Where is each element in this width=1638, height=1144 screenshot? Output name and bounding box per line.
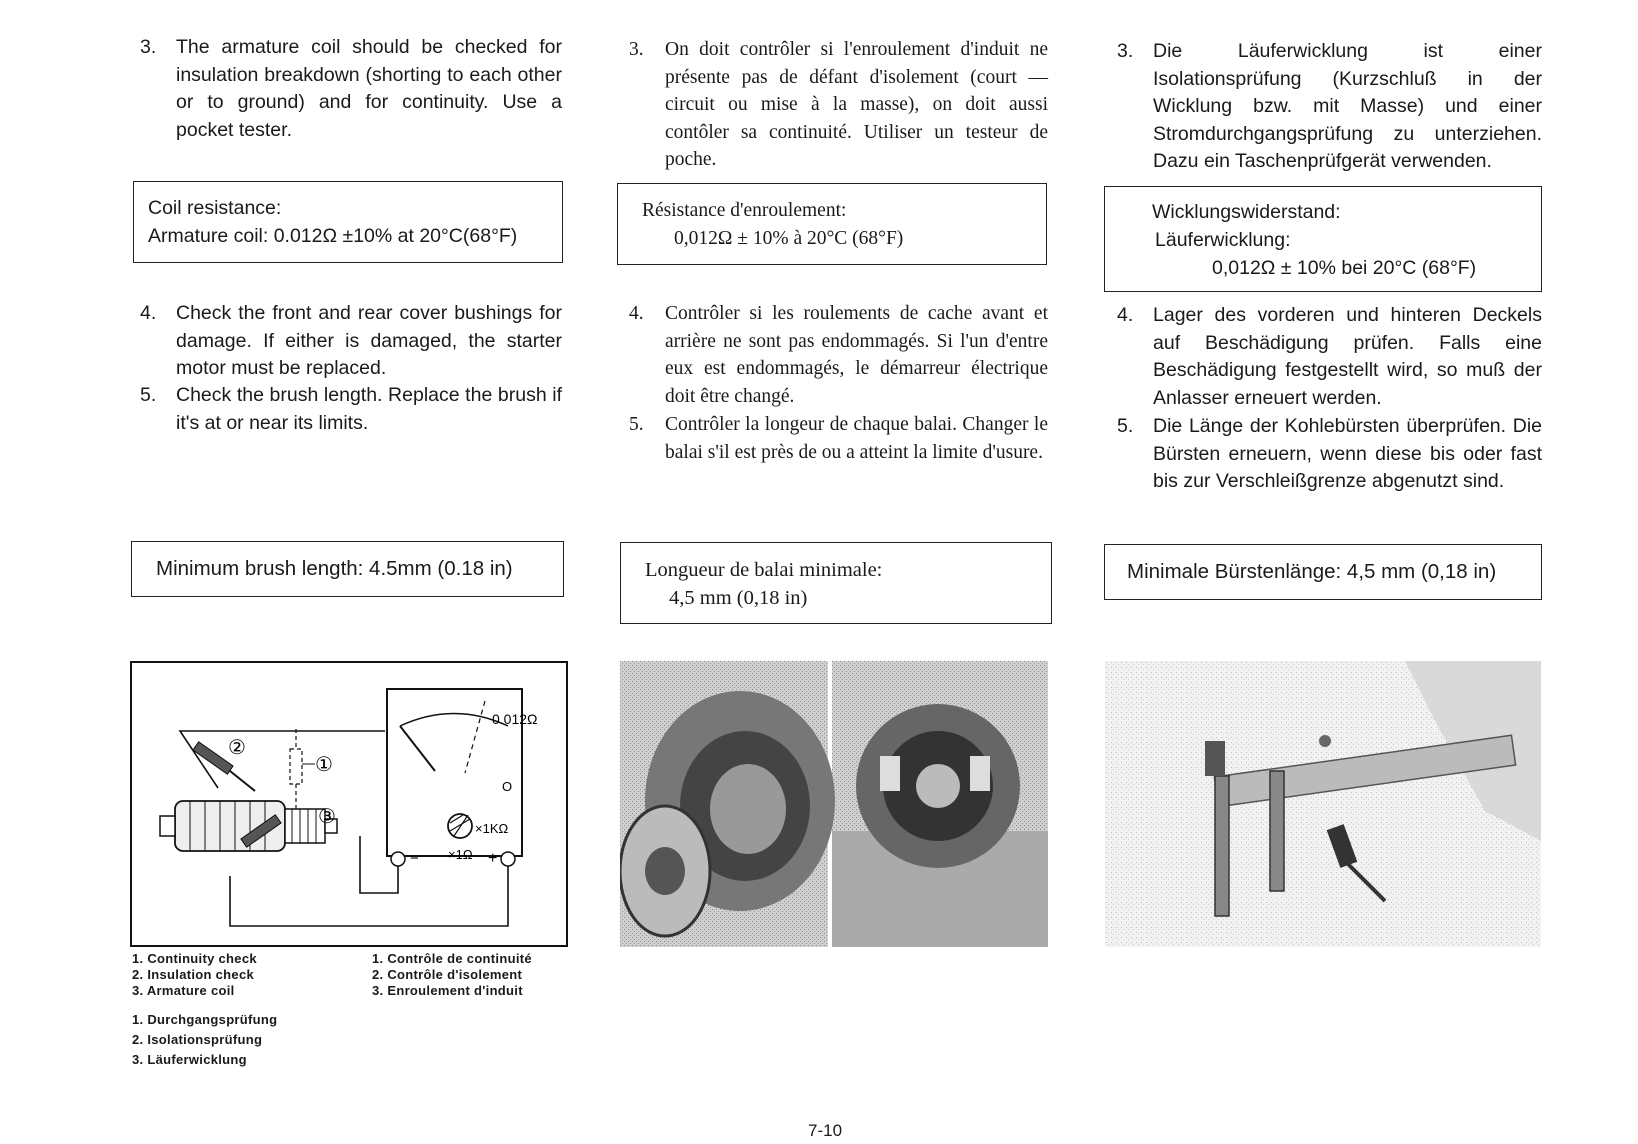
fr-item-5-text: Contrôler la longeur de chaque balai. Changer le balai s'il est près de ou a atteint la limite d'usure. xyxy=(665,414,1048,463)
legend-en-3: 3. Armature coil xyxy=(132,983,235,998)
fr-item-5 xyxy=(629,411,1049,495)
legend-en xyxy=(132,951,257,999)
en-coil-resistance-box xyxy=(133,181,563,263)
legend-fr-2: 2. Contrôle d'isolement xyxy=(372,967,523,982)
legend-fr xyxy=(372,951,532,999)
legend-en-1: 1. Continuity check xyxy=(132,951,257,966)
brush-measurement-photo xyxy=(1105,661,1541,947)
de-brush-length-box xyxy=(1104,544,1542,600)
range-high-label: ×1KΩ xyxy=(475,821,509,836)
plus-terminal-icon xyxy=(501,852,515,866)
legend-de xyxy=(132,1010,277,1070)
de-item-5 xyxy=(1117,413,1542,525)
en-brush-length-value: Minimum brush length: 4.5mm (0.18 in) xyxy=(156,557,513,580)
de-item-3 xyxy=(1117,38,1542,178)
en-item-3-number: 3. xyxy=(140,36,157,58)
fr-brush-length-box xyxy=(620,542,1052,624)
plus-label: + xyxy=(488,850,498,867)
en-item-4-number: 4. xyxy=(140,302,157,324)
fr-coil-resistance-label: Résistance d'enroulement: xyxy=(642,200,847,221)
cover-bushings-photo xyxy=(620,661,1048,947)
en-item-4 xyxy=(140,300,562,384)
fr-item-3-number: 3. xyxy=(629,39,644,60)
page-number: 7-10 xyxy=(808,1121,843,1140)
meter-reading: 0.012Ω xyxy=(492,711,538,727)
en-coil-resistance-value: Armature coil: 0.012Ω ±10% at 20°C(68°F) xyxy=(148,225,518,247)
meter-zero: O xyxy=(502,779,513,794)
callout-3: ③ xyxy=(318,804,336,828)
de-item-3-text: Die Läuferwicklung ist einer Isolationsprüfung (Kurzschluß in der Wicklung bzw. mit Masse) und einer Stromdurchgangsprüfung zu unterziehen. Dazu ein Taschenprüfgerät verwenden. xyxy=(1153,40,1542,172)
fr-coil-resistance-value: 0,012Ω ± 10% à 20°C (68°F) xyxy=(674,228,904,249)
en-item-5 xyxy=(140,382,562,438)
en-item-3 xyxy=(140,34,562,146)
fr-item-4-number: 4. xyxy=(629,303,644,324)
de-item-4 xyxy=(1117,302,1542,414)
de-brush-length-value: Minimale Bürstenlänge: 4,5 mm (0,18 in) xyxy=(1127,560,1497,583)
minus-terminal-icon xyxy=(391,852,405,866)
fr-item-3 xyxy=(629,36,1049,176)
legend-fr-1: 1. Contrôle de continuité xyxy=(372,951,532,966)
fr-brush-length-value: 4,5 mm (0,18 in) xyxy=(669,587,808,609)
en-item-3-text: The armature coil should be checked for insulation breakdown (shorting to each other or to ground) and for continuity. Use a pocket tester. xyxy=(176,36,562,141)
de-item-3-number: 3. xyxy=(1117,40,1134,62)
fr-coil-resistance-box xyxy=(617,183,1047,265)
de-coil-resistance-value: 0,012Ω ± 10% bei 20°C (68°F) xyxy=(1212,257,1477,279)
callout-2: ② xyxy=(228,735,246,759)
legend-fr-3: 3. Enroulement d'induit xyxy=(372,983,523,998)
legend-de-1: 1. Durchgangsprüfung xyxy=(132,1012,278,1027)
en-item-5-number: 5. xyxy=(140,384,157,406)
de-coil-resistance-box xyxy=(1104,186,1542,292)
fr-item-4-text: Contrôler si les roulements de cache avant et arrière ne sont pas endommagés. Si l'un d'entre eux est endommagés, le démarreur électrique doit être changé. xyxy=(665,303,1048,407)
de-armature-coil-label: Läuferwicklung: xyxy=(1155,229,1291,251)
legend-en-2: 2. Insulation check xyxy=(132,967,255,982)
de-coil-resistance-label: Wicklungswiderstand: xyxy=(1152,201,1341,223)
de-item-5-number: 5. xyxy=(1117,415,1134,437)
fr-item-3-text: On doit contrôler si l'enroulement d'induit ne présente pas de défant d'isolement (court — circuit ou mise à la masse), on doit aussi contôler sa continuité. Utiliser un testeur de poche. xyxy=(665,39,1048,170)
en-brush-length-box xyxy=(131,541,564,597)
minus-label: − xyxy=(410,850,419,867)
range-low-label: ×1Ω xyxy=(448,847,473,862)
de-item-4-number: 4. xyxy=(1117,304,1134,326)
legend-de-2: 2. Isolationsprüfung xyxy=(132,1032,263,1047)
tester-circuit-diagram xyxy=(130,661,568,947)
en-item-5-text: Check the brush length. Replace the brush if it's at or near its limits. xyxy=(176,384,562,434)
en-item-4-text: Check the front and rear cover bushings for damage. If either is damaged, the starter motor must be replaced. xyxy=(176,302,562,379)
en-coil-resistance-label: Coil resistance: xyxy=(148,197,282,219)
de-item-5-text: Die Länge der Kohlebürsten überprüfen. Die Bürsten erneuern, wenn diese bis oder fast bis zur Verschleißgrenze abgenutzt sind. xyxy=(1153,415,1542,492)
callout-1: ① xyxy=(315,752,333,776)
fr-item-4 xyxy=(629,300,1049,412)
legend-de-3: 3. Läuferwicklung xyxy=(132,1052,247,1067)
fr-item-5-number: 5. xyxy=(629,414,644,435)
fr-brush-length-label: Longueur de balai minimale: xyxy=(645,559,883,581)
de-item-4-text: Lager des vorderen und hinteren Deckels auf Beschädigung prüfen. Falls eine Beschädigung festgestellt wird, so muß der Anlasser erneuert werden. xyxy=(1153,304,1542,409)
